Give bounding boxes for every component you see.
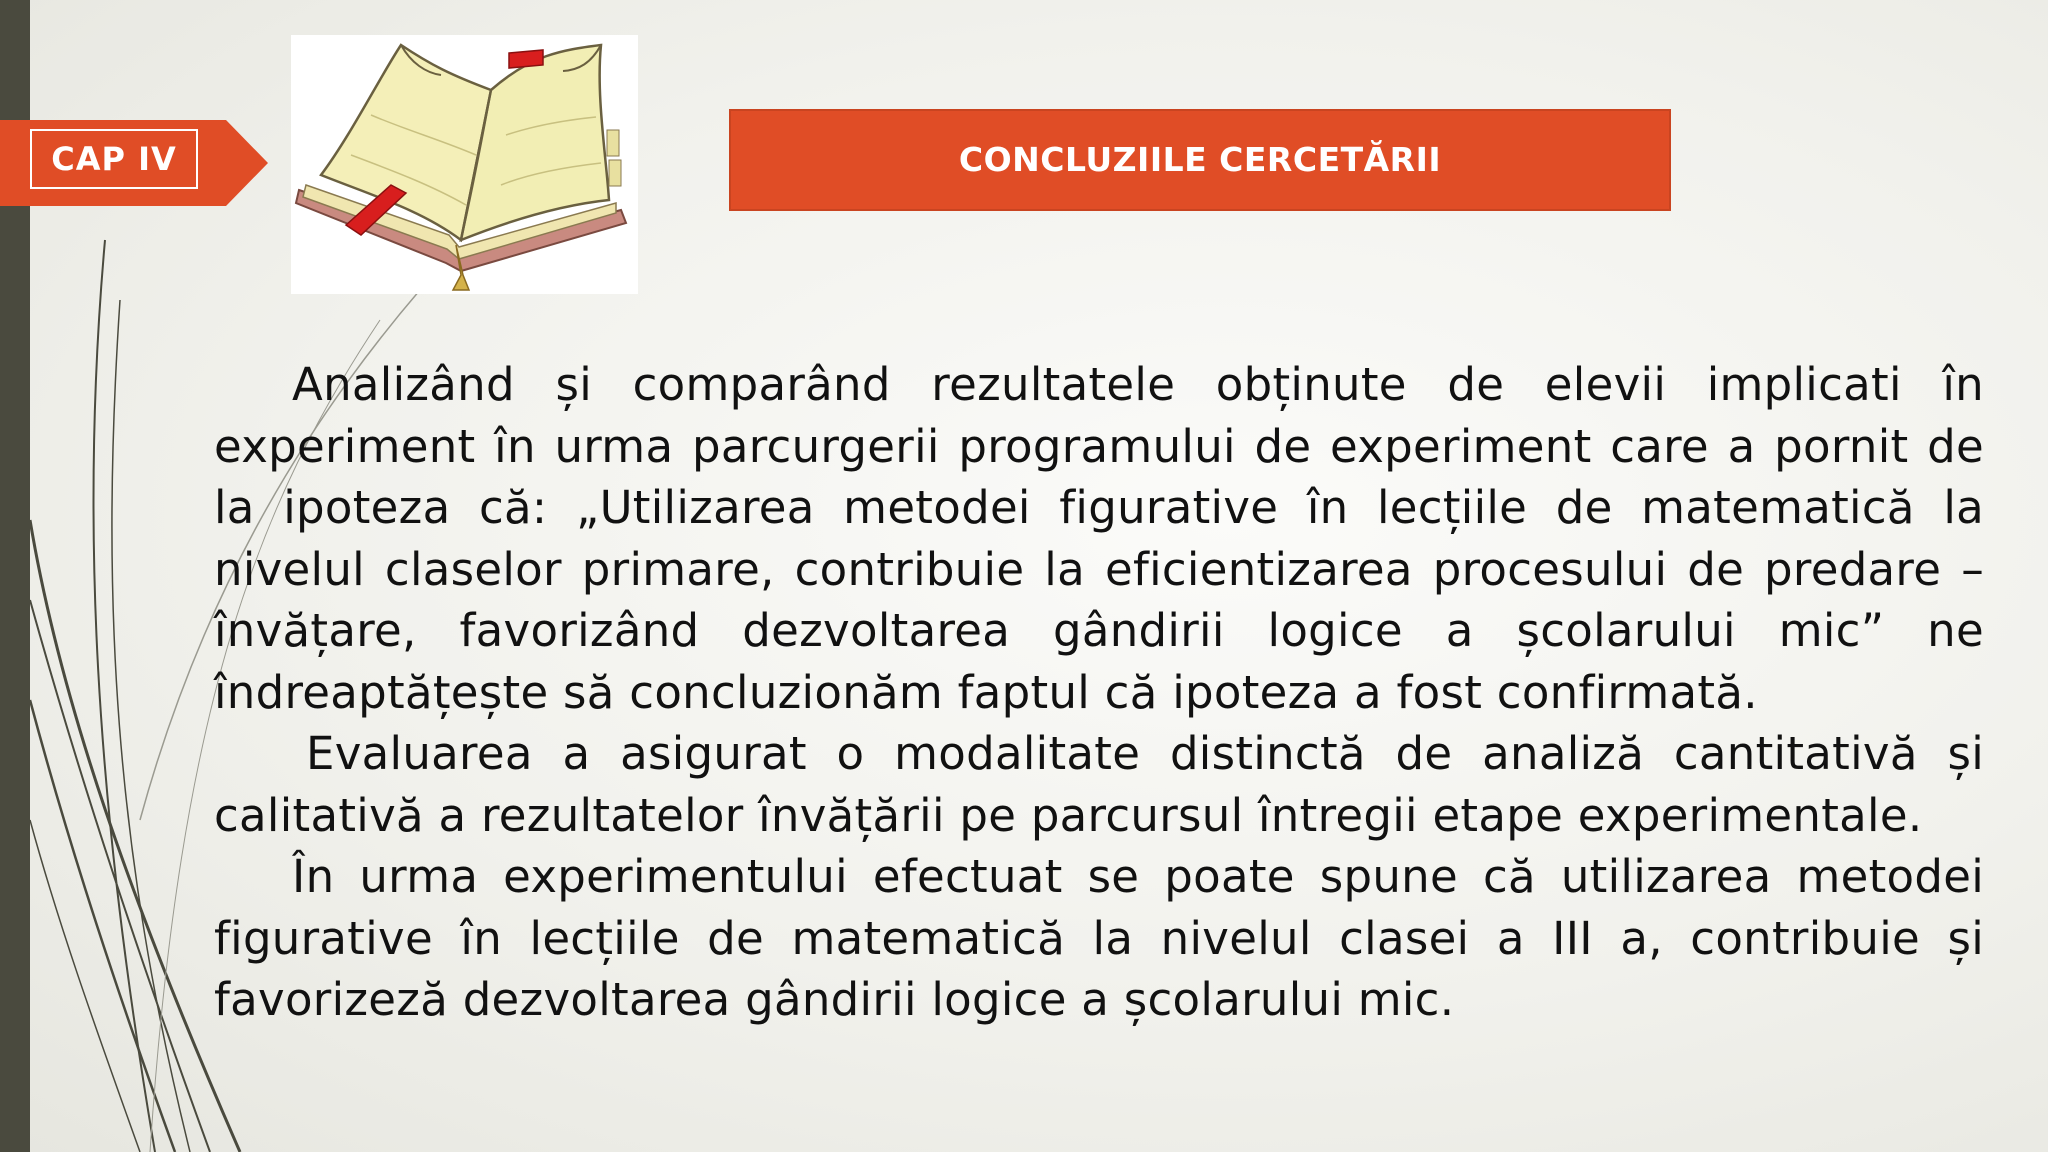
body-text (214, 354, 1984, 1031)
chapter-label: CAP IV (30, 129, 198, 189)
paragraph-1: Analizând și comparând rezultatele obținute de elevii implicati în experiment în urma parcurgerii programului de experiment care a pornit de la ipoteza că: „Utilizarea metodei figurative în lecțiile de matematică la nivelul claselor primare, contribuie la eficientizarea procesului de predare – învățare, favorizând dezvoltarea gândirii logice a școlarului mic” ne îndreaptățește să concluzionăm faptul că ipoteza a fost confirmată. (214, 358, 1984, 719)
open-book-illustration-icon (291, 35, 638, 294)
paragraph-2: Evaluarea a asigurat o modalitate distinctă de analiză cantitativă și calitativă a rezultatelor învățării pe parcursul întregii etape experimentale. (214, 727, 1984, 842)
slide-title: CONCLUZIILE CERCETĂRII (729, 109, 1671, 211)
chapter-tag (0, 120, 268, 206)
paragraph-3: În urma experimentului efectuat se poate spune că utilizarea metodei figurative în lecțiile de matematică la nivelul clasei a III a, contribuie și favorizeză dezvoltarea gândirii logice a școlarului mic. (214, 850, 1984, 1026)
